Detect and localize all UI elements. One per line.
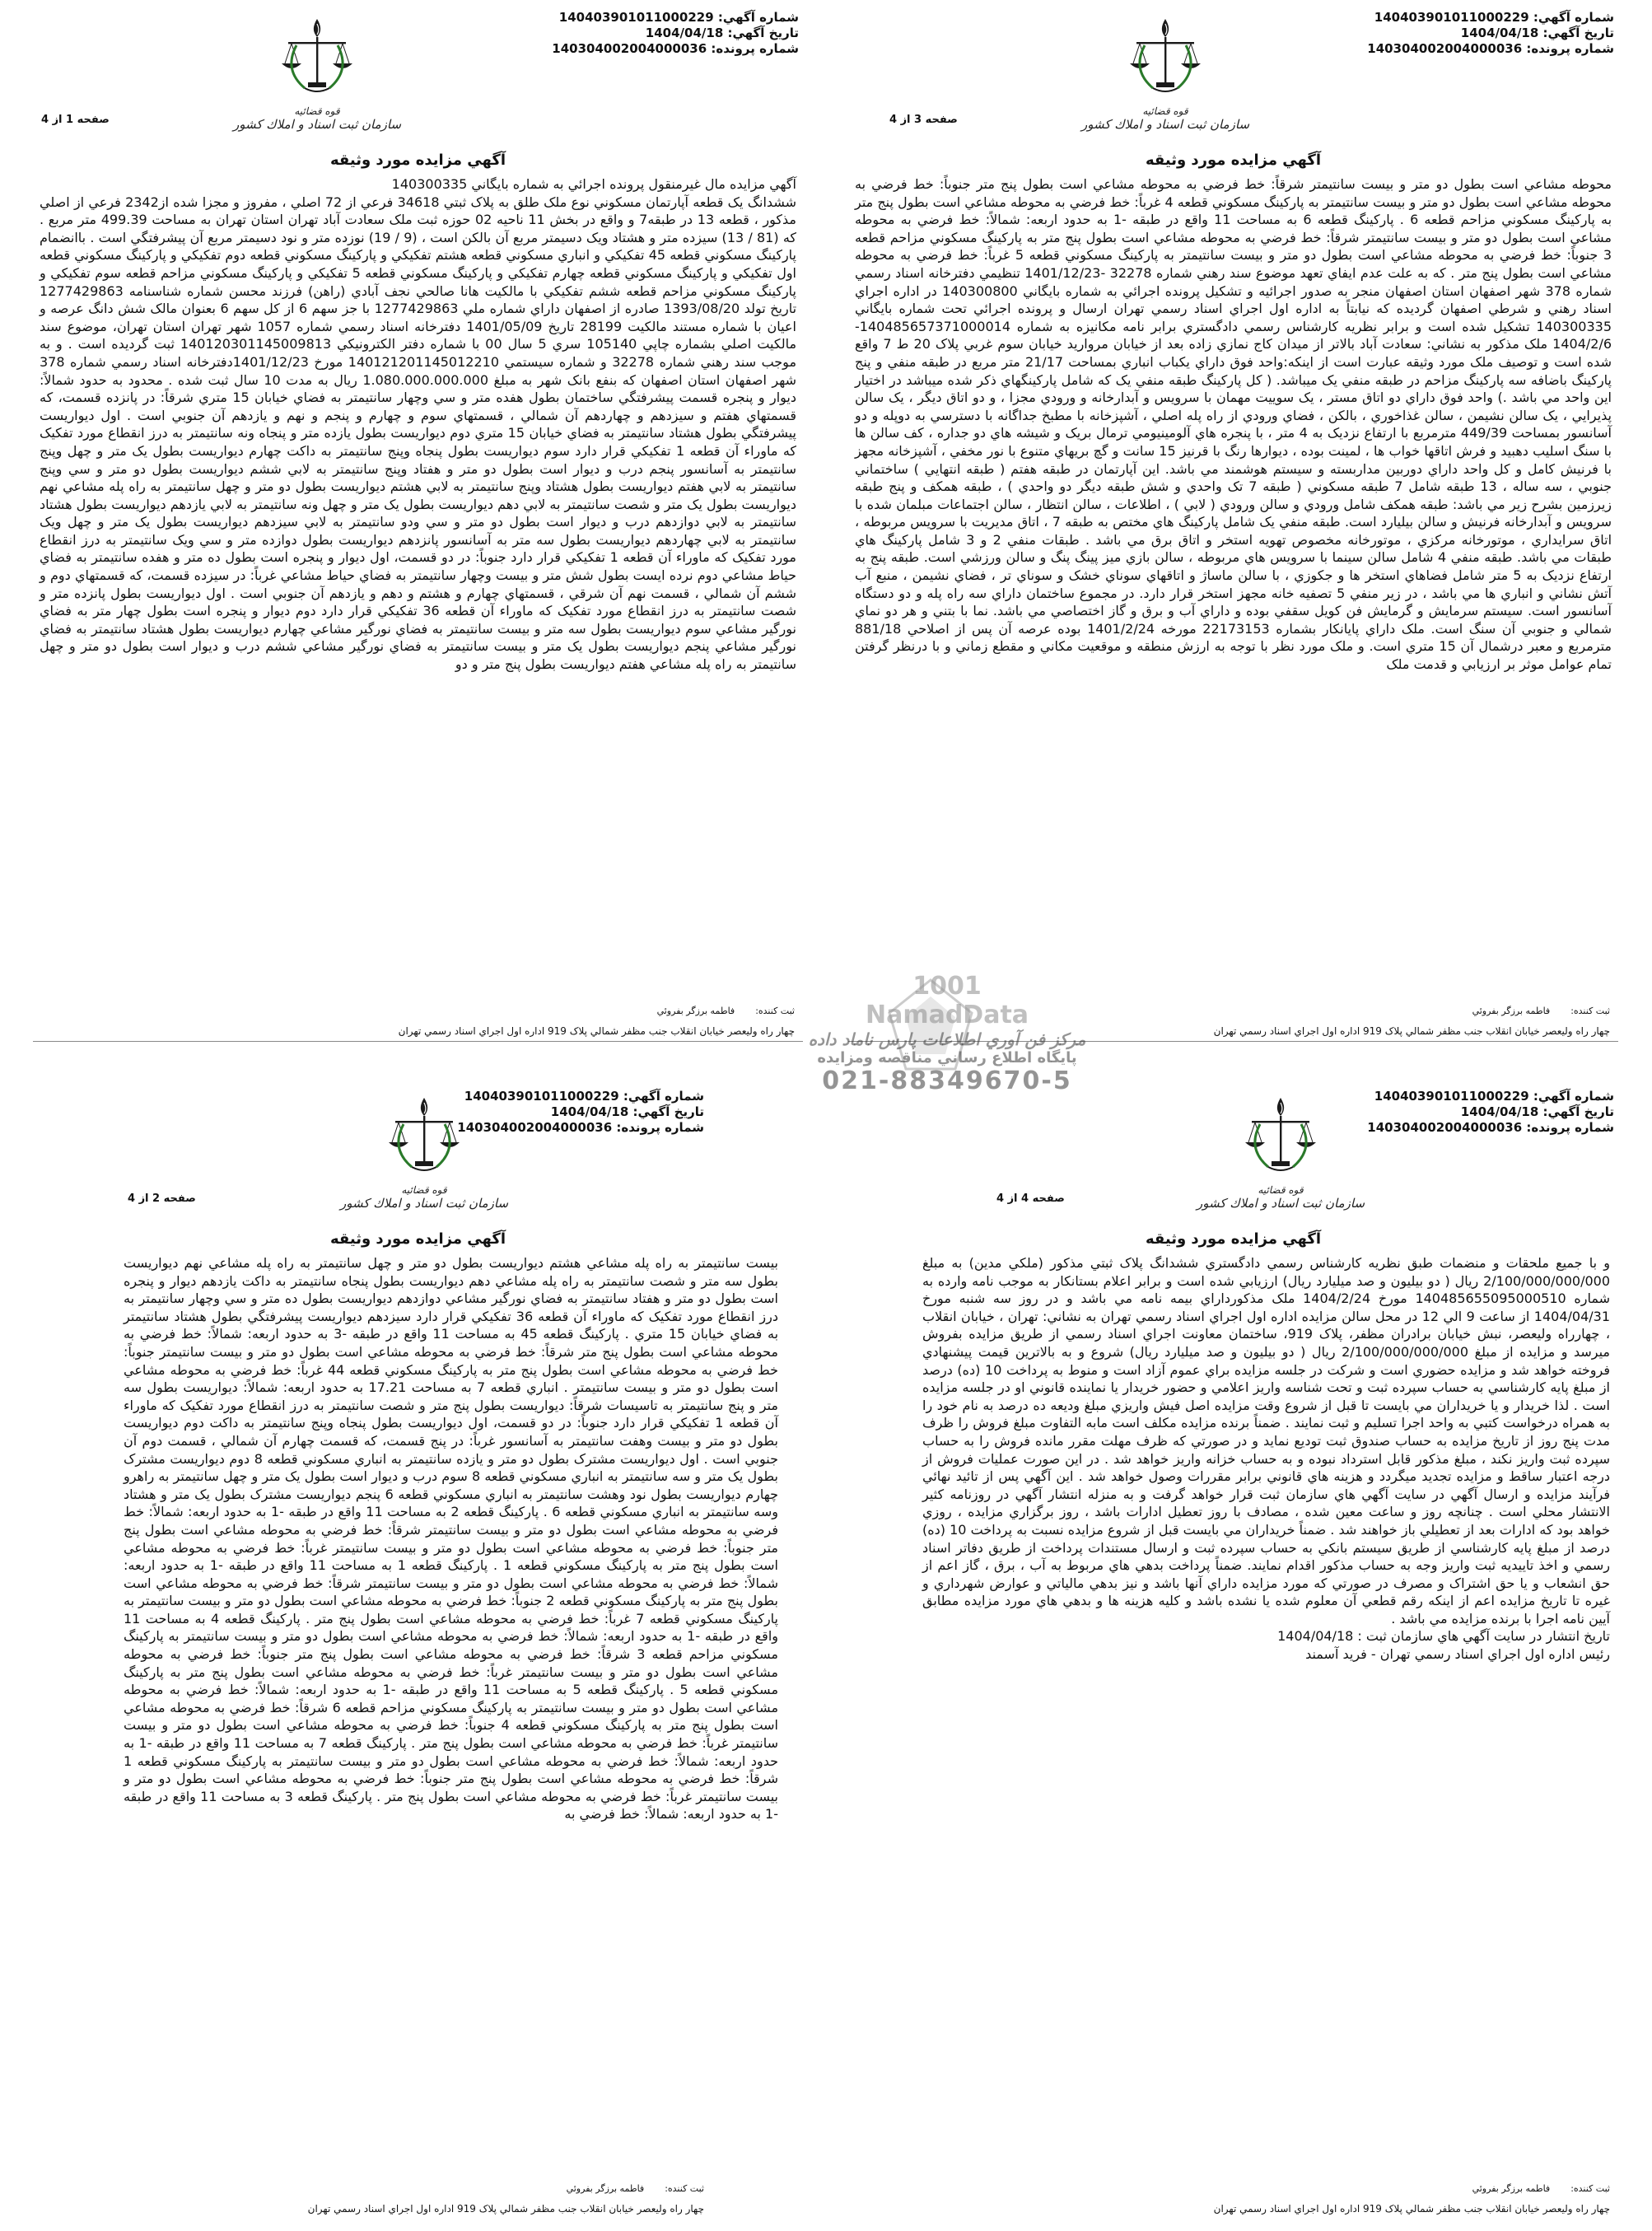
org-label: سازمان ثبت اسناد و املاك كشور: [232, 117, 402, 132]
case-number: 140304002004000036: [457, 1120, 613, 1135]
ad-meta: [457, 1089, 704, 1136]
page-footer: چهار راه وليعصر خيابان انقلاب جنب مظفر شمالي پلاک 919 اداره اول اجراي اسناد رسمي تهران: [398, 1025, 795, 1037]
signer: [1472, 1006, 1610, 1017]
signer-name: فاطمه برزگر بفروئي: [566, 2183, 645, 2194]
watermark-code: 1001: [912, 972, 982, 1001]
watermark-line2: پايگاه اطلاع رساني مناقصه ومزايده: [817, 1049, 1077, 1066]
page-divider: [33, 1041, 803, 1042]
ad-number-row: [1367, 10, 1614, 26]
body-paragraph: بيست سانتيمتر به راه پله مشاعي هشتم ديواريست بطول دو متر و چهل سانتيمتر به راه پله مشاعي نهم ديواريست بطول سه متر و شصت سانتيمتر به راه پله مشاعي دهم ديواريست بطول پنجاه سانتيمتر به داکت يازدهم ديوار و پنجره است بطول دو متر و هفتاد سانتيمتر به فضاي نورگير مشاعي دوازدهم ديواريست بطول ده متر و سي وچهار سانتيمتر به درز انقطاع مورد تفکيک که ماوراء آن قطعه 36 تفکيکي قرار دارد سيزدهم ديواريست پيشرفتگي بطول هشتاد سانتيمتر به فضاي خيابان 15 متري . پارکينگ قطعه 45 به مساحت 11 واقع در طبقه -3 به حدود اربعه: شمالاً: خط فرضي به محوطه مشاعي است بطول پنج متر شرقاً: خط فرضي به محوطه مشاعي است بطول دو متر و بيست سانتيمتر جنوباً: خط فرضي به محوطه مشاعي است بطول پنج متر به پارکينگ مسکوني قطعه 44 غرباً: خط فرضي به محوطه مشاعي است بطول دو متر و بيست سانتيمتر . انباري قطعه 7 به مساحت 17.21 به حدود اربعه: شمالاً: ديواريست بطول سه متر و پنج سانتيمتر به تاسيسات شرقاً: ديواريست بطول پنج متر و شصت سانتيمتر به درز انقطاع مورد تفکيک که ماوراء آن قطعه 1 تفکيکي قرار دارد جنوباً: در دو قسمت، اول ديواريست بطول پنجاه وپنج سانتيمتر به داکت دوم ديواريست بطول دو متر و بيست وهفت سانتيمتر به آسانسور غرباً: در پنج قسمت، که قسمت چهارم آن شمالي ، قسمت دوم آن جنوبي است . اول ديواريست مشترک بطول دو متر و يازده سانتيمتر به انباري مسکوني قطعه 8 دوم ديواريست مشترک بطول يک متر و سه سانتيمتر به انباري مسکوني قطعه 8 سوم درب و ديوار است بطول يک متر و چهل سانتيمتر به راهرو چهارم ديواريست بطول نود وهشت سانتيمتر به انباري مسکوني قطعه 6 پنجم ديواريست مشترک بطول يک متر و هشتاد وسه سانتيمتر به انباري مسکوني قطعه 6 . پارکينگ قطعه 2 به مساحت 11 واقع در طبقه -1 به حدود اربعه: شمالاً: خط فرضي به محوطه مشاعي است بطول دو متر و بيست سانتيمتر شرقاً: خط فرضي به محوطه مشاعي است بطول پنج متر جنوباً: خط فرضي به محوطه مشاعي است بطول دو متر و بيست سانتيمتر غرباً: خط فرضي به محوطه مشاعي است بطول پنج متر به پارکينگ مسکوني قطعه 1 . پارکينگ قطعه 1 به مساحت 11 واقع در طبقه -1 به حدود اربعه: شمالاً: خط فرضي به محوطه مشاعي است بطول دو متر و بيست سانتيمتر شرقاً: خط فرضي به محوطه مشاعي است بطول پنج متر به پارکينگ مسکوني قطعه 2 جنوباً: خط فرضي به محوطه مشاعي است بطول دو متر و بيست سانتيمتر به پارکينگ مسکوني قطعه 7 غرباً: خط فرضي به محوطه مشاعي است بطول پنج متر . پارکينگ قطعه 4 به مساحت 11 واقع در طبقه -1 به حدود اربعه: شمالاً: خط فرضي به محوطه مشاعي است بطول دو متر و بيست سانتيمتر به پارکينگ مسکوني مزاحم قطعه 3 شرقاً: خط فرضي به محوطه مشاعي است بطول پنج متر جنوباً: خط فرضي به محوطه مشاعي است بطول دو متر و بيست سانتيمتر غرباً: خط فرضي به محوطه مشاعي است بطول پنج متر به پارکينگ مسکوني قطعه 5 . پارکينگ قطعه 5 به مساحت 11 واقع در طبقه -1 به حدود اربعه: شمالاً: خط فرضي به محوطه مشاعي است بطول دو متر و بيست سانتيمتر به پارکينگ مسکوني مزاحم قطعه 6 شرقاً: خط فرضي به محوطه مشاعي است بطول پنج متر به پارکينگ مسکوني قطعه 4 جنوباً: خط فرضي به محوطه مشاعي است بطول دو متر و بيست سانتيمتر غرباً: خط فرضي به محوطه مشاعي است بطول پنج متر . پارکينگ قطعه 7 به مساحت 11 واقع در طبقه -1 به حدود اربعه: شمالاً: خط فرضي به محوطه مشاعي است بطول دو متر و بيست سانتيمتر به پارکينگ مسکوني قطعه 1 شرقاً: خط فرضي به محوطه مشاعي است بطول پنج متر جنوباً: خط فرضي به محوطه مشاعي است بطول دو متر و بيست سانتيمتر غرباً: خط فرضي به محوطه مشاعي است بطول پنج متر . پارکينگ قطعه 3 به مساحت 11 واقع در طبقه -1 به حدود اربعه: شمالاً: خط فرضي به: [124, 1255, 779, 1823]
document-page-2: [33, 1087, 803, 2219]
signer-name: فاطمه برزگر بفروئي: [1472, 2183, 1551, 2194]
ad-date-row: [457, 1104, 704, 1120]
ad-number-row: [552, 10, 799, 26]
judiciary-label: قوه قضائيه: [1258, 1184, 1304, 1196]
ad-number: 140403901011000229: [1374, 1089, 1529, 1104]
watermark-line1: مرکز فن آوري اطلاعات پارس ناماد داده: [808, 1029, 1086, 1049]
page-header: [848, 1087, 1618, 1227]
org-label: سازمان ثبت اسناد و املاك كشور: [1196, 1196, 1365, 1211]
ad-date-row: [552, 26, 799, 41]
case-number: 140304002004000036: [1367, 1120, 1523, 1135]
judiciary-emblem-icon: [379, 1091, 469, 1182]
ad-date: 1404/04/18: [550, 1104, 629, 1119]
body-paragraph: و با جميع ملحقات و منضمات طبق نظريه کارشناس رسمي دادگستري ششدانگ پلاک ثبتي مذکور (ملکي مدين) به مبلغ 2/100/000/000/000 ريال ( دو بيليون و صد ميليارد ريال) ارزيابي شده است و برابر اعلام بستانکار به موجب نامه وارده به شماره 140485655095000510 مورخ 1404/2/24 ملک مذکورداراي بيمه نامه مي باشد و در روز سه شنبه مورخ 1404/04/31 از ساعت 9 الي 12 در محل سالن مزايده اداره اول اجراي اسناد رسمي تهران به نشاني: تهران ، خيابان انقلاب ، چهارراه وليعصر، نبش خيابان برادران مظفر، پلاک 919، ساختمان معاونت اجراي اسناد رسمي از طريق مزايده بفروش ميرسد و مزايده از مبلغ 2/100/000/000/000 ريال ( دو بيليون و صد ميليارد ريال) شروع و به بالاترين قيمت پيشنهادي فروخته خواهد شد و مزايده حضوري است و شرکت در جلسه مزايده براي عموم آزاد است و منوط به پرداخت 10 (ده) درصد از مبلغ پايه کارشناسي به حساب سپرده ثبت و تحت شناسه واريز اعلامي و حضور خريدار يا نماينده قانوني او در جلسه مزايده است . لذا خريدار و يا خريداران مي بايست تا قبل از شروع وقت مزايده اصل فيش واريزي مبلغ وديعه ده درصد به نام خود را به همراه درخواست کتبي به واحد اجرا تسليم و ثبت نمايند . ضمناً برنده مزايده مکلف است مابه التفاوت مبلغ فروش را ظرف مدت پنج روز از تاريخ مزايده به حساب صندوق ثبت توديع نمايد و در صورتي که ظرف مهلت مقرر مانده فروش را به حساب سپرده ثبت واريز نکند ، مبلغ مذکور قابل استرداد نبوده و به حساب خزانه واريز خواهد شد . در اين صورت عمليات فروش از درجه اعتبار ساقط و مزايده تجديد ميگردد و هزينه هاي قانوني برابر مقررات وصول خواهد شد . اين آگهي پس از تائيد نهائي فرآيند مزايده و ارسال آگهي در سايت آگهي هاي سازمان ثبت قرار خواهد گرفت و به منزله انتشار آگهي در روزنامه کثير الانتشار محلي است . چنانچه روز و ساعت معين شده ، مصادف با روز تعطيل ادارات باشد ، روز برگزاري مزايده ، روزي خواهد بود که ادارات بعد از تعطيلي باز خواهند شد . ضمناً خريداران مي بايست قبل از شروع مزايده نسبت به پرداخت 10 (ده) درصد از مبلغ پايه کارشناسي از طريق سيستم بانکي به حساب سپرده ثبت و ارسال مستندات پرداخت از طريق دفاتر اسناد رسمي و اخذ تاييديه ثبت واريز وجه به حساب مذکور اقدام نمايند. ضمناً پرداخت بدهي هاي مربوط به آب ، برق ، گاز اعم از حق انشعاب و يا حق اشتراک و مصرف در صورتي که مورد مزايده داراي آنها باشد و نيز بدهي مالياتي و عوارض شهرداري و غيره تا تاريخ مزايده اعم از اينکه رقم قطعي آن معلوم شده يا نشده باشد و کليه هزينه ها و بدهي هاي مورد مزايده مطابق آيين نامه اجرا با برنده مزايده مي باشد .: [922, 1255, 1611, 1627]
ad-title: آگهي مزايده مورد وثيقه: [329, 1230, 506, 1248]
ad-date-label: تاريخ آگهي:: [1542, 1104, 1614, 1119]
signer-label: ثبت کننده:: [755, 1006, 795, 1016]
page-header: [848, 8, 1618, 148]
signer-name: فاطمه برزگر بفروئي: [1472, 1006, 1551, 1016]
ad-number: 140403901011000229: [464, 1089, 619, 1104]
document-page-1: [33, 8, 803, 1042]
judiciary-label: قوه قضائيه: [401, 1184, 447, 1196]
ad-body: [848, 1254, 1618, 1664]
case-number: 140304002004000036: [1367, 41, 1523, 56]
page-number: صفحه 3 از 4: [889, 114, 958, 126]
judiciary-emblem-icon: [1120, 12, 1211, 103]
ad-number-label: شماره آگهي:: [717, 10, 799, 25]
ad-date-label: تاريخ آگهي:: [632, 1104, 704, 1119]
signer-name: فاطمه برزگر بفروئي: [656, 1006, 735, 1016]
case-number-row: [1367, 41, 1614, 57]
org-name: [338, 1184, 511, 1211]
page-footer: چهار راه وليعصر خيابان انقلاب جنب مظفر شمالي پلاک 919 اداره اول اجراي اسناد رسمي تهران: [1213, 1025, 1610, 1037]
body-paragraph: آگهي مزايده مال غيرمنقول پرونده اجرائي به شماره بايگاني 140300335: [391, 176, 796, 192]
case-number-row: [1367, 1120, 1614, 1136]
ad-number-label: شماره آگهي:: [1533, 1089, 1614, 1104]
org-name: [1079, 105, 1252, 132]
document-page-4: [848, 1087, 1618, 2219]
signer-label: ثبت کننده:: [1570, 1006, 1610, 1016]
ad-title: آگهي مزايده مورد وثيقه: [1145, 152, 1322, 169]
body-paragraph: ششدانگ يک قطعه آپارتمان مسکوني نوع ملک طلق به پلاک ثبتي 34618 فرعي از 72 اصلي ، مفروز و مجزا شده از2342 فرعي از اصلي مذکور ، قطعه 13 در طبقه7 و واقع در بخش 11 ناحيه 02 حوزه ثبت ملک سعادت آباد تهران استان تهران به مساحت 499.39 متر مربع . كه (81 / 13) سيزده متر و هشتاد ويک دسيمتر مربع آن بالکن است ، (9 / 19) نوزده متر و نود دسيمتر مربع آن پيشرفتگي است . باانضمام پارکينگ مسکوني قطعه 45 تفکيکي و انباري مسکوني قطعه هشتم تفکيکي و پارکينگ مسکوني قطعه دوم تفکيکي و پارکينگ مسکوني قطعه اول تفکيکي و پارکينگ مسکوني قطعه چهارم تفکيکي و پارکينگ مسکوني قطعه 5 تفکيکي و پارکينگ مسکوني مزاحم قطعه سوم تفکيکي و پارکينگ مسکوني مزاحم قطعه ششم تفکيکي با مالکيت هانا صالحي نجف آبادي (راهن) فرزند محسن شماره شناسنامه 1277429863 تاريخ تولد 1393/08/20 صادره از اصفهان داراي شماره ملي 1277429863 با جز سهم 6 از کل سهم 6 بعنوان مالک شش دانگ عرصه و اعيان با شماره مستند مالکيت 28199 تاريخ 1401/05/09 دفترخانه اسناد رسمي شماره 1057 شهر تهران استان تهران، موضوع سند مالکيت اصلي بشماره چاپي 105140 سري 5 سال 00 با شماره دفتر الکترونيکي 140120301145009813 ثبت گرديده است . و به موجب سند رهني شماره 32278 و شماره سيستمي 140121201145012210 مورخ 1401/12/23دفترخانه اسناد رسمي شماره 378 شهر اصفهان استان اصفهان که بنفع بانک شهر به مبلغ 1.080.000.000.000 ريال به مدت 10 سال ثبت شده . محدود به حدود شمالاً: ديوار و پنجره قسمت پيشرفتگي ساختمان بطول هفده متر و سي وچهار سانتيمتر به فضاي خيابان 15 متري شرقاً: در پانزده قسمت، که قسمتهاي هفتم و سيزدهم و چهاردهم آن شمالي ، قسمتهاي سوم و چهارم و پنجم و نهم و يازدهم آن جنوبي است . اول ديواريست پيشرفتگي بطول هشتاد سانتيمتر به فضاي خيابان 15 متري دوم ديواريست بطول يازده متر و پنجاه ونه سانتيمتر به درز انقطاع مورد تفکيک که ماوراء آن قطعه 1 تفکيکي قرار دارد سوم ديواريست بطول پنجاه وپنج سانتيمتر به داکت چهارم ديواريست بطول يک متر و چهل وپنج سانتيمتر به آسانسور پنجم درب و ديوار است بطول دو متر و هفتاد وپنج سانتيمتر به لابي ششم ديواريست بطول دو متر و سي وپنج سانتيمتر به لابي هفتم ديواريست بطول هشتاد وپنج سانتيمتر به لابي هشتم ديواريست بطول دو متر و چهل سانتيمتر به راه پله مشاعي نهم ديواريست بطول يک متر و شصت سانتيمتر به لابي دهم ديواريست بطول يک متر و چهل ونه سانتيمتر به لابي يازدهم ديواريست بطول هشتاد سانتيمتر به لابي دوازدهم درب و ديوار است بطول دو متر و سي ودو سانتيمتر به لابي سيزدهم ديواريست بطول يک متر و چهل ويک سانتيمتر به لابي چهاردهم ديواريست بطول سه متر به آسانسور پانزدهم ديواريست بطول دوازده متر و سي ويک سانتيمتر به درز انقطاع مورد تفکيک که ماوراء آن قطعه 1 تفکيکي قرار دارد جنوباً: در دو قسمت، اول ديوار و پنجره است بطول ده متر و هفده سانتيمتر به فضاي حياط مشاعي دوم نرده ايست بطول شش متر و بيست وچهار سانتيمتر به فضاي حياط مشاعي غرباً: در سيزده قسمت، که قسمتهاي دوم و ششم آن شمالي ، قسمت نهم آن شرقي ، قسمتهاي چهارم و هشتم و دهم و يازدهم آن جنوبي است . اول ديواريست بطول پانزده متر و شصت سانتيمتر به درز انقطاع مورد تفکيک که ماوراء آن قطعه 36 تفکيکي قرار دارد دوم ديوار و پنجره است بطول چهار متر به فضاي نورگير مشاعي سوم ديواريست بطول سه متر و بيست سانتيمتر به فضاي نورگير مشاعي چهارم ديواريست بطول هشتاد سانتيمتر به فضاي نورگير مشاعي پنجم ديواريست بطول يک متر و بيست سانتيمتر به فضاي نورگير مشاعي ششم درب و ديوار است بطول دو متر و چهل سانتيمتر به راه پله مشاعي هفتم ديواريست بطول پنج متر و دو: [40, 194, 797, 673]
ad-date-row: [1367, 1104, 1614, 1120]
ad-title: آگهي مزايده مورد وثيقه: [329, 152, 506, 169]
signer: [1472, 2183, 1610, 2195]
case-number: 140304002004000036: [552, 41, 707, 56]
watermark-phone: 021-88349670-5: [822, 1066, 1072, 1095]
page-number: صفحه 1 از 4: [41, 114, 110, 126]
body-paragraph: محوطه مشاعي است بطول دو متر و بيست سانتيمتر شرقاً: خط فرضي به محوطه مشاعي است بطول پنج متر جنوباً: خط فرضي به محوطه مشاعي است بطول دو متر و بيست سانتيمتر به پارکينگ مسکوني قطعه 4 غرباً: خط فرضي به محوطه مشاعي است بطول پنج متر به پارکينگ مسکوني مزاحم قطعه 6 . پارکينگ قطعه 6 به مساحت 11 واقع در طبقه -1 به حدود اربعه: شمالاً: خط فرضي به محوطه مشاعي است بطول دو متر و بيست سانتيمتر شرقاً: خط فرضي به محوطه مشاعي است بطول پنج متر به پارکينگ مسکوني مزاحم قطعه 3 جنوباً: خط فرضي به محوطه مشاعي است بطول دو متر و بيست سانتيمتر به پارکينگ مسکوني قطعه 5 غرباً: خط فرضي به محوطه مشاعي است بطول پنج متر . که به علت عدم ايفاي تعهد موضوع سند رهني شماره 32278 -1401/12/23 تنظيمي دفترخانه اسناد رسمي شماره 378 شهر اصفهان استان اصفهان منجر به صدور اجرائيه و تشکيل پرونده اجرائي به شماره بايگاني 140300800 در اداره اجراي اسناد رهني و شرطي اصفهان گرديده که نيابتاً به اداره اول اجراي اسناد رسمي تهران ارسال و پرونده اجرائي تحت شماره بايگاني 140300335 تشکيل شده است و برابر نظريه کارشناس رسمي دادگستري برابر نامه مکانيزه به شماره 140485657371000014-1404/2/6 ملک مذکور به نشاني: سعادت آباد بالاتر از ميدان کاج نمازي زاده بعد از خيابان مرواريد خيابان سوم غربي پلاک 20 ط 7 واقع شده است و توصيف ملک مورد وثيقه عبارت است از اينکه:واحد فوق داراي يکباب انباري بمساحت 21/17 متر مربع در طبقه منفي و پنج پارکينگ باضافه سه پارکينگ مزاحم در طبقه منفي يک ميباشد. ( کل پارکينگ طبقه منفي يک که شامل پارکينگهاي ذکر شده ميباشد در اختيار اين واحد مي باشد .) واحد فوق داراي دو اتاق مستر ، يک سوييت مهمان با سرويس و آبدارخانه و ورودي مجزا ، و دو اتاق ديگر ، يک سالن پذيرايي ، يک سالن نشيمن ، سالن غذاخوري ، بالکن ، فضاي ورودي از راه پله اصلي ، آشپزخانه با مطبخ جداگانه با دسترسي به دوپله و دو آسانسور بمساحت 449/39 مترمربع با ارتفاع نزديک به 4 متر ، با پنجره هاي آلومينيومي ترمال بريک و شيشه هاي دو جداره ، کف سالن ها با سنگ اسليب دهبيد و فرش اتاقها خواب ها ، لمينت بوده ، ديوارها رنگ با قرنيز 15 سانت و گچ بريهاي متنوع با نور مخفي ، آشپزخانه مجهز با فرنيش کامل و کل واحد داراي دوربين مداربسته و سيستم هوشمند مي باشد. اين آپارتمان در طبقه هفتم ( طبقه انتهايي ) ساختماني جنوبي ، سه ساله ، 13 طبقه شامل 7 طبقه مسکوني ( طبقه 7 تک واحدي و شش طبقه ديگر دو واحدي ) ، طبقه همکف و پنج طبقه زيرزمين بشرح زير مي باشد: طبقه همکف شامل ورودي و سالن ورودي ( لابي ) ، اطلاعات ، سالن انتظار ، سالن اجتماعات مبلمان شده با سرويس و آبدارخانه فرنيش و سالن بيليارد است. طبقه منفي يک شامل پارکينگ هاي مختص به طبقه 7 ، اتاق مديريت با سرويس مربوطه ، اتاق سرايداري ، موتورخانه مرکزي ، موتورخانه مخصوص تهويه استخر و اتاق برق مي باشد . طبقات منفي 2 و 3 شامل پارکينگ هاي طبقات مي باشد. طبقه منفي 4 شامل سالن سينما با سرويس هاي مربوطه ، سالن بازي ميز پينگ پنگ و سالن ورزشي است. طبقه پنج به ارتفاع نزديک به 5 متر شامل فضاهاي استخر ها و جکوزي ، با سالن ماساژ و اتاقهاي سوناي خشک و سوناي تر ، فضاي نشيمن ، منبع آب آتش نشاني و انباري ها مي باشد ، در زير منفي 5 تصفيه خانه مجهز استخر قرار دارد. در مجموع ساختمان داراي سه راه پله و دو دستگاه آسانسور است. سيستم سرمايش و گرمايش فن کويل سقفي بوده و داراي آب و برق و گاز اختصاصي مي باشد. نما با بتني و هر دو نماي شمالي و جنوبي آن سنگ است. ملک داراي پايانکار بشماره 22173153 مورخه 1401/2/24 بوده عرصه آن پس از اصلاحي 881/18 مترمربع و معبر درشمال آن 15 متري است. و ملک مورد نظر با توجه به ارزش منطقه و موقعيت مکاني و مقطع زماني و با درنظر گرفتن تمام عوامل موثر بر ارزيابي و قدمت ملک: [855, 176, 1612, 673]
ad-number: 140403901011000229: [1374, 10, 1529, 25]
publish-date-line: تاريخ انتشار در سايت آگهي هاي سازمان ثبت : 1404/04/18: [1277, 1628, 1610, 1645]
ad-body: [848, 175, 1618, 674]
page-footer: چهار راه وليعصر خيابان انقلاب جنب مظفر شمالي پلاک 919 اداره اول اجراي اسناد رسمي تهران: [307, 2203, 704, 2215]
page-header: [33, 8, 803, 148]
ad-title: آگهي مزايده مورد وثيقه: [1145, 1230, 1322, 1248]
ad-body: [33, 175, 803, 674]
ad-number: 140403901011000229: [558, 10, 714, 25]
ad-number-label: شماره آگهي:: [1533, 10, 1614, 25]
case-number-label: شماره پرونده:: [711, 41, 799, 56]
judiciary-emblem-icon: [272, 12, 362, 103]
case-number-label: شماره پرونده:: [1526, 1120, 1614, 1135]
ad-body: [33, 1254, 803, 1823]
ad-date: 1404/04/18: [645, 26, 724, 40]
ad-date-row: [1367, 26, 1614, 41]
page-number: صفحه 2 از 4: [128, 1193, 196, 1205]
judiciary-label: قوه قضائيه: [1142, 105, 1188, 117]
ad-number-label: شماره آگهي:: [623, 1089, 704, 1104]
ad-date-label: تاريخ آگهي:: [727, 26, 799, 40]
ad-meta: [1367, 1089, 1614, 1136]
watermark-brand: NamadData: [865, 1001, 1029, 1029]
page-footer: چهار راه وليعصر خيابان انقلاب جنب مظفر شمالي پلاک 919 اداره اول اجراي اسناد رسمي تهران: [1213, 2203, 1610, 2215]
ad-number-row: [1367, 1089, 1614, 1104]
page-header: [33, 1087, 803, 1227]
org-name: [231, 105, 404, 132]
org-name: [1194, 1184, 1367, 1211]
document-page-3: [848, 8, 1618, 1042]
ad-date: 1404/04/18: [1460, 26, 1539, 40]
watermark: [733, 972, 1161, 1095]
official-signature-line: رئيس اداره اول اجراي اسناد رسمي تهران - فريد آسمند: [1305, 1646, 1610, 1663]
judiciary-label: قوه قضائيه: [294, 105, 340, 117]
case-number-row: [552, 41, 799, 57]
ad-date: 1404/04/18: [1460, 1104, 1539, 1119]
case-number-label: شماره پرونده:: [1526, 41, 1614, 56]
ad-number-row: [457, 1089, 704, 1104]
signer-label: ثبت کننده:: [665, 2183, 704, 2194]
signer-label: ثبت کننده:: [1570, 2183, 1610, 2194]
signer: [567, 2183, 704, 2195]
ad-meta: [1367, 10, 1614, 57]
ad-meta: [552, 10, 799, 57]
case-number-label: شماره پرونده:: [616, 1120, 704, 1135]
judiciary-emblem-icon: [1235, 1091, 1326, 1182]
org-label: سازمان ثبت اسناد و املاك كشور: [339, 1196, 509, 1211]
case-number-row: [457, 1120, 704, 1136]
ad-date-label: تاريخ آگهي:: [1542, 26, 1614, 40]
page-number: صفحه 4 از 4: [996, 1193, 1065, 1205]
org-label: سازمان ثبت اسناد و املاك كشور: [1080, 117, 1250, 132]
